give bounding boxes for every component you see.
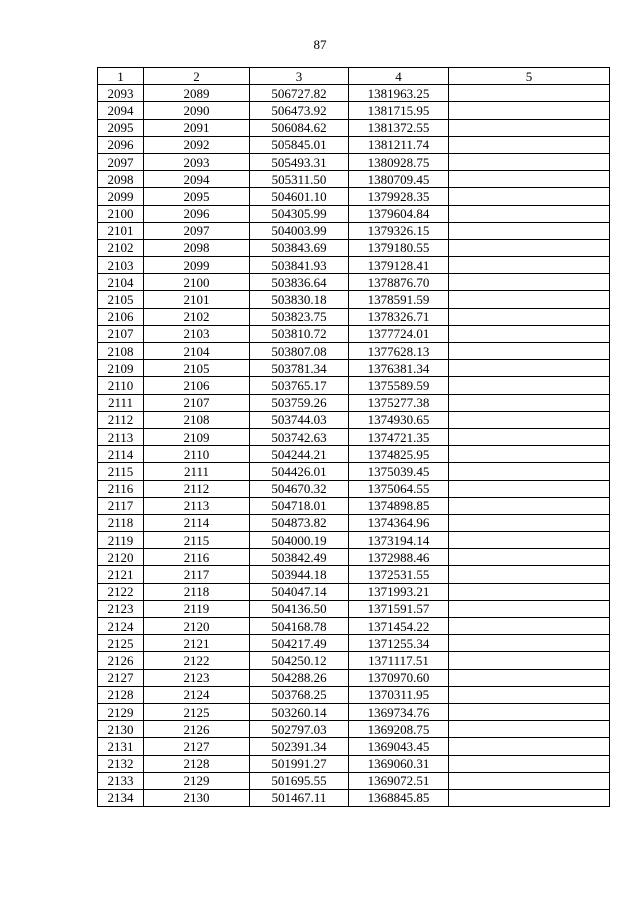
table-row <box>98 325 610 342</box>
table-cell-col-2: 2105 <box>144 360 250 377</box>
column-header-3: 3 <box>250 68 349 85</box>
table-cell-col-2: 2112 <box>144 480 250 497</box>
table-cell-col-2: 2113 <box>144 497 250 514</box>
table-row <box>98 600 610 617</box>
table-cell-col-2: 2099 <box>144 257 250 274</box>
table-cell-col-1: 2097 <box>98 153 144 170</box>
table-cell-col-4: 1381211.74 <box>349 136 449 153</box>
table-cell-col-1: 2101 <box>98 222 144 239</box>
table-cell-col-2: 2104 <box>144 343 250 360</box>
table-row <box>98 411 610 428</box>
table-cell-col-5 <box>449 325 610 342</box>
table-cell-col-4: 1369208.75 <box>349 721 449 738</box>
table-cell-col-3: 502391.34 <box>250 738 349 755</box>
table-cell-col-5 <box>449 446 610 463</box>
table-cell-col-5 <box>449 514 610 531</box>
table-cell-col-1: 2110 <box>98 377 144 394</box>
table-cell-col-5 <box>449 618 610 635</box>
table-cell-col-2: 2116 <box>144 549 250 566</box>
column-header-2: 2 <box>144 68 250 85</box>
table-cell-col-5 <box>449 136 610 153</box>
table-cell-col-2: 2091 <box>144 119 250 136</box>
table-cell-col-1: 2133 <box>98 772 144 789</box>
table-header <box>98 68 610 85</box>
table-cell-col-5 <box>449 274 610 291</box>
table-cell-col-5 <box>449 480 610 497</box>
table-row <box>98 360 610 377</box>
table-row <box>98 205 610 222</box>
table-cell-col-3: 501695.55 <box>250 772 349 789</box>
table-cell-col-4: 1374721.35 <box>349 428 449 445</box>
table-cell-col-5 <box>449 738 610 755</box>
table-cell-col-1: 2109 <box>98 360 144 377</box>
table-cell-col-3: 503841.93 <box>250 257 349 274</box>
table-cell-col-1: 2093 <box>98 85 144 102</box>
table-cell-col-4: 1380928.75 <box>349 153 449 170</box>
table-cell-col-1: 2100 <box>98 205 144 222</box>
table-cell-col-2: 2129 <box>144 772 250 789</box>
table-cell-col-4: 1377628.13 <box>349 343 449 360</box>
table-row <box>98 635 610 652</box>
table-cell-col-2: 2110 <box>144 446 250 463</box>
table-cell-col-4: 1379180.55 <box>349 239 449 256</box>
table-cell-col-5 <box>449 566 610 583</box>
table-cell-col-4: 1372531.55 <box>349 566 449 583</box>
table-cell-col-3: 505311.50 <box>250 171 349 188</box>
table-row <box>98 257 610 274</box>
table-cell-col-2: 2121 <box>144 635 250 652</box>
table-cell-col-4: 1379128.41 <box>349 257 449 274</box>
table-cell-col-1: 2112 <box>98 411 144 428</box>
table-cell-col-5 <box>449 549 610 566</box>
table-cell-col-3: 504718.01 <box>250 497 349 514</box>
table-row <box>98 514 610 531</box>
table-cell-col-4: 1378876.70 <box>349 274 449 291</box>
table-cell-col-3: 504244.21 <box>250 446 349 463</box>
table-cell-col-3: 503742.63 <box>250 428 349 445</box>
table-cell-col-3: 506473.92 <box>250 102 349 119</box>
table-cell-col-5 <box>449 755 610 772</box>
table-cell-col-5 <box>449 308 610 325</box>
table-cell-col-2: 2107 <box>144 394 250 411</box>
table-cell-col-1: 2095 <box>98 119 144 136</box>
table-cell-col-3: 504217.49 <box>250 635 349 652</box>
column-header-1: 1 <box>98 68 144 85</box>
table-cell-col-4: 1371591.57 <box>349 600 449 617</box>
table-cell-col-3: 504003.99 <box>250 222 349 239</box>
table-cell-col-1: 2108 <box>98 343 144 360</box>
table-cell-col-3: 504250.12 <box>250 652 349 669</box>
table-cell-col-4: 1369734.76 <box>349 703 449 720</box>
table-cell-col-3: 503810.72 <box>250 325 349 342</box>
table-row <box>98 85 610 102</box>
table-cell-col-4: 1371255.34 <box>349 635 449 652</box>
table-cell-col-1: 2118 <box>98 514 144 531</box>
table-cell-col-4: 1369043.45 <box>349 738 449 755</box>
table-cell-col-1: 2126 <box>98 652 144 669</box>
table-cell-col-3: 503744.03 <box>250 411 349 428</box>
table-row <box>98 153 610 170</box>
table-row <box>98 703 610 720</box>
table-cell-col-2: 2102 <box>144 308 250 325</box>
table-cell-col-5 <box>449 583 610 600</box>
table-row <box>98 721 610 738</box>
table-cell-col-4: 1379326.15 <box>349 222 449 239</box>
table-cell-col-4: 1375277.38 <box>349 394 449 411</box>
column-header-4: 4 <box>349 68 449 85</box>
table-cell-col-1: 2102 <box>98 239 144 256</box>
table-cell-col-4: 1374364.96 <box>349 514 449 531</box>
table-cell-col-2: 2125 <box>144 703 250 720</box>
table-cell-col-3: 501991.27 <box>250 755 349 772</box>
table-cell-col-2: 2120 <box>144 618 250 635</box>
table-cell-col-2: 2097 <box>144 222 250 239</box>
table-row <box>98 188 610 205</box>
table-cell-col-3: 503260.14 <box>250 703 349 720</box>
table-cell-col-4: 1379604.84 <box>349 205 449 222</box>
table-cell-col-3: 504047.14 <box>250 583 349 600</box>
table-cell-col-4: 1377724.01 <box>349 325 449 342</box>
table-cell-col-2: 2123 <box>144 669 250 686</box>
table-cell-col-2: 2127 <box>144 738 250 755</box>
table-cell-col-4: 1374825.95 <box>349 446 449 463</box>
table-row <box>98 343 610 360</box>
table-cell-col-3: 504168.78 <box>250 618 349 635</box>
coordinates-table <box>97 67 610 807</box>
table-cell-col-2: 2119 <box>144 600 250 617</box>
table-cell-col-5 <box>449 343 610 360</box>
table-cell-col-3: 503842.49 <box>250 549 349 566</box>
table-row <box>98 566 610 583</box>
table-row <box>98 738 610 755</box>
table-cell-col-2: 2115 <box>144 532 250 549</box>
table-cell-col-1: 2103 <box>98 257 144 274</box>
table-row <box>98 669 610 686</box>
table-cell-col-3: 504601.10 <box>250 188 349 205</box>
table-cell-col-2: 2094 <box>144 171 250 188</box>
table-cell-col-1: 2096 <box>98 136 144 153</box>
table-row <box>98 274 610 291</box>
table-cell-col-4: 1372988.46 <box>349 549 449 566</box>
table-cell-col-2: 2098 <box>144 239 250 256</box>
table-cell-col-1: 2114 <box>98 446 144 463</box>
table-cell-col-1: 2099 <box>98 188 144 205</box>
table-cell-col-1: 2098 <box>98 171 144 188</box>
table-cell-col-3: 504426.01 <box>250 463 349 480</box>
table-cell-col-5 <box>449 721 610 738</box>
table-cell-col-2: 2118 <box>144 583 250 600</box>
table-row <box>98 136 610 153</box>
table-cell-col-1: 2119 <box>98 532 144 549</box>
table-cell-col-5 <box>449 222 610 239</box>
table-cell-col-2: 2093 <box>144 153 250 170</box>
table-cell-col-5 <box>449 291 610 308</box>
table-row <box>98 789 610 806</box>
table-cell-col-3: 503823.75 <box>250 308 349 325</box>
table-cell-col-4: 1375064.55 <box>349 480 449 497</box>
table-cell-col-4: 1381372.55 <box>349 119 449 136</box>
table-cell-col-4: 1378326.71 <box>349 308 449 325</box>
table-cell-col-1: 2125 <box>98 635 144 652</box>
table-cell-col-4: 1381715.95 <box>349 102 449 119</box>
table-cell-col-2: 2096 <box>144 205 250 222</box>
table-row <box>98 583 610 600</box>
table-cell-col-1: 2122 <box>98 583 144 600</box>
table-cell-col-2: 2122 <box>144 652 250 669</box>
table-cell-col-5 <box>449 497 610 514</box>
table-cell-col-2: 2111 <box>144 463 250 480</box>
table-cell-col-3: 501467.11 <box>250 789 349 806</box>
table-cell-col-3: 503759.26 <box>250 394 349 411</box>
table-cell-col-4: 1370970.60 <box>349 669 449 686</box>
table-cell-col-5 <box>449 102 610 119</box>
table-row <box>98 652 610 669</box>
table-cell-col-4: 1371117.51 <box>349 652 449 669</box>
table-cell-col-1: 2127 <box>98 669 144 686</box>
table-row <box>98 446 610 463</box>
table-cell-col-5 <box>449 377 610 394</box>
column-header-5: 5 <box>449 68 610 85</box>
table-row <box>98 532 610 549</box>
table-cell-col-5 <box>449 85 610 102</box>
table-cell-col-4: 1370311.95 <box>349 686 449 703</box>
table-cell-col-5 <box>449 789 610 806</box>
table-cell-col-5 <box>449 257 610 274</box>
table-cell-col-2: 2114 <box>144 514 250 531</box>
table-cell-col-4: 1376381.34 <box>349 360 449 377</box>
table-cell-col-1: 2129 <box>98 703 144 720</box>
table-row <box>98 308 610 325</box>
header-row <box>98 68 610 85</box>
table-row <box>98 686 610 703</box>
table-cell-col-4: 1373194.14 <box>349 532 449 549</box>
table-cell-col-5 <box>449 652 610 669</box>
table-cell-col-2: 2124 <box>144 686 250 703</box>
table-cell-col-1: 2105 <box>98 291 144 308</box>
table-cell-col-2: 2108 <box>144 411 250 428</box>
table-cell-col-5 <box>449 119 610 136</box>
table-cell-col-4: 1381963.25 <box>349 85 449 102</box>
table-row <box>98 291 610 308</box>
table-cell-col-1: 2117 <box>98 497 144 514</box>
table-cell-col-2: 2095 <box>144 188 250 205</box>
table-row <box>98 171 610 188</box>
table-cell-col-1: 2134 <box>98 789 144 806</box>
table-row <box>98 239 610 256</box>
table-cell-col-3: 505493.31 <box>250 153 349 170</box>
table-cell-col-3: 503765.17 <box>250 377 349 394</box>
table-cell-col-2: 2130 <box>144 789 250 806</box>
table-cell-col-5 <box>449 703 610 720</box>
table-cell-col-2: 2106 <box>144 377 250 394</box>
table-cell-col-4: 1379928.35 <box>349 188 449 205</box>
table-cell-col-3: 503836.64 <box>250 274 349 291</box>
table-cell-col-1: 2113 <box>98 428 144 445</box>
table-cell-col-2: 2092 <box>144 136 250 153</box>
table-cell-col-4: 1380709.45 <box>349 171 449 188</box>
table-row <box>98 394 610 411</box>
table-cell-col-5 <box>449 188 610 205</box>
table-cell-col-5 <box>449 669 610 686</box>
table-cell-col-1: 2130 <box>98 721 144 738</box>
table-cell-col-5 <box>449 153 610 170</box>
table-cell-col-5 <box>449 205 610 222</box>
table-cell-col-3: 506084.62 <box>250 119 349 136</box>
table-cell-col-1: 2111 <box>98 394 144 411</box>
table-cell-col-5 <box>449 686 610 703</box>
table-cell-col-5 <box>449 635 610 652</box>
table-row <box>98 497 610 514</box>
table-row <box>98 377 610 394</box>
table-cell-col-2: 2090 <box>144 102 250 119</box>
table-cell-col-5 <box>449 239 610 256</box>
table-cell-col-5 <box>449 428 610 445</box>
table-row <box>98 618 610 635</box>
table-cell-col-3: 503830.18 <box>250 291 349 308</box>
table-cell-col-3: 504670.32 <box>250 480 349 497</box>
table-cell-col-1: 2131 <box>98 738 144 755</box>
table-cell-col-2: 2100 <box>144 274 250 291</box>
table-cell-col-1: 2120 <box>98 549 144 566</box>
table-cell-col-4: 1375039.45 <box>349 463 449 480</box>
table-cell-col-1: 2124 <box>98 618 144 635</box>
table-cell-col-3: 504000.19 <box>250 532 349 549</box>
table-cell-col-4: 1369072.51 <box>349 772 449 789</box>
table-cell-col-2: 2126 <box>144 721 250 738</box>
table-cell-col-4: 1369060.31 <box>349 755 449 772</box>
table-cell-col-2: 2103 <box>144 325 250 342</box>
table-cell-col-2: 2117 <box>144 566 250 583</box>
table-row <box>98 755 610 772</box>
table-cell-col-4: 1375589.59 <box>349 377 449 394</box>
table-cell-col-5 <box>449 171 610 188</box>
table-cell-col-3: 502797.03 <box>250 721 349 738</box>
table-row <box>98 102 610 119</box>
table-cell-col-3: 503807.08 <box>250 343 349 360</box>
table-row <box>98 428 610 445</box>
table-cell-col-4: 1374930.65 <box>349 411 449 428</box>
table-row <box>98 222 610 239</box>
table-cell-col-1: 2116 <box>98 480 144 497</box>
table-row <box>98 119 610 136</box>
table-cell-col-3: 504305.99 <box>250 205 349 222</box>
table-cell-col-5 <box>449 463 610 480</box>
table-body <box>98 85 610 807</box>
table-cell-col-3: 504136.50 <box>250 600 349 617</box>
table-cell-col-5 <box>449 600 610 617</box>
page-number: 87 <box>313 37 327 52</box>
table-cell-col-3: 503843.69 <box>250 239 349 256</box>
table-cell-col-4: 1378591.59 <box>349 291 449 308</box>
table-row <box>98 463 610 480</box>
table-cell-col-2: 2089 <box>144 85 250 102</box>
table-cell-col-1: 2106 <box>98 308 144 325</box>
table-cell-col-1: 2107 <box>98 325 144 342</box>
table-cell-col-1: 2115 <box>98 463 144 480</box>
table-cell-col-5 <box>449 360 610 377</box>
table-cell-col-4: 1371993.21 <box>349 583 449 600</box>
table-cell-col-4: 1374898.85 <box>349 497 449 514</box>
table-cell-col-1: 2121 <box>98 566 144 583</box>
table-row <box>98 772 610 789</box>
table-row <box>98 480 610 497</box>
table-cell-col-1: 2094 <box>98 102 144 119</box>
table-cell-col-3: 504288.26 <box>250 669 349 686</box>
table-cell-col-4: 1368845.85 <box>349 789 449 806</box>
table-row <box>98 549 610 566</box>
table-cell-col-5 <box>449 394 610 411</box>
table-cell-col-3: 503768.25 <box>250 686 349 703</box>
table-cell-col-3: 503944.18 <box>250 566 349 583</box>
table-cell-col-1: 2128 <box>98 686 144 703</box>
table-cell-col-5 <box>449 411 610 428</box>
table-cell-col-1: 2132 <box>98 755 144 772</box>
table-cell-col-2: 2101 <box>144 291 250 308</box>
table-cell-col-5 <box>449 532 610 549</box>
table-cell-col-2: 2109 <box>144 428 250 445</box>
table-cell-col-3: 506727.82 <box>250 85 349 102</box>
table-cell-col-3: 504873.82 <box>250 514 349 531</box>
table-cell-col-1: 2104 <box>98 274 144 291</box>
table-cell-col-3: 505845.01 <box>250 136 349 153</box>
table-cell-col-3: 503781.34 <box>250 360 349 377</box>
table-cell-col-5 <box>449 772 610 789</box>
table-cell-col-2: 2128 <box>144 755 250 772</box>
table-cell-col-1: 2123 <box>98 600 144 617</box>
table-cell-col-4: 1371454.22 <box>349 618 449 635</box>
